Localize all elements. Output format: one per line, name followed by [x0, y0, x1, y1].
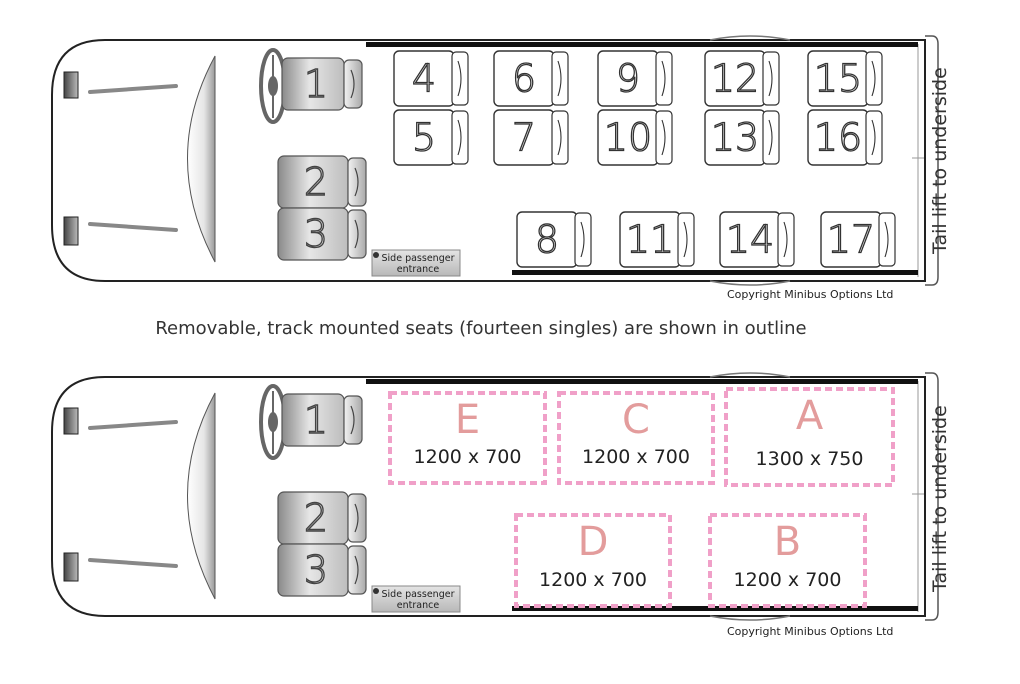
copyright-top: Copyright Minibus Options Ltd — [727, 288, 894, 301]
seat-number: 16 — [813, 115, 863, 160]
seat-number: 6 — [511, 56, 537, 101]
track-seat — [598, 110, 672, 165]
seat-number: 8 — [534, 217, 560, 262]
track-seat — [517, 212, 591, 267]
track-seat — [808, 51, 882, 106]
zone-dimensions: 1200 x 700 — [733, 569, 842, 591]
seat-number: 1 — [303, 398, 329, 442]
zone-letter: B — [773, 519, 802, 565]
entrance-text-line2: entrance — [396, 264, 440, 275]
seat-number: 15 — [813, 56, 863, 101]
track-seat — [494, 110, 568, 165]
fixed-seat — [278, 156, 366, 208]
seat-number: 11 — [625, 217, 675, 262]
seat-number: 13 — [710, 115, 760, 160]
fixed-seat — [278, 544, 366, 596]
zone-letter: E — [454, 397, 481, 443]
track-seat — [394, 110, 468, 165]
zone-dimensions: 1300 x 750 — [755, 448, 864, 470]
zone-dimensions: 1200 x 700 — [539, 569, 647, 591]
caption: Removable, track mounted seats (fourteen singles) are shown in outline — [155, 318, 807, 339]
seat-number: 12 — [710, 56, 760, 101]
zone-letter: D — [577, 519, 609, 565]
fixed-seat — [278, 492, 366, 544]
zone-dimensions: 1200 x 700 — [413, 446, 522, 468]
track-seat — [494, 51, 568, 106]
track-seat — [705, 51, 779, 106]
tail-lift-label: Tail lift to underside — [929, 67, 951, 254]
entrance-text-line1: Side passenger — [381, 589, 455, 600]
seat-number: 17 — [826, 217, 876, 262]
copyright-bottom: Copyright Minibus Options Ltd — [727, 625, 894, 638]
fixed-seat — [282, 394, 362, 446]
fixed-seat — [282, 58, 362, 110]
seat-number: 4 — [411, 56, 437, 101]
entrance-label-top — [372, 250, 460, 276]
entrance-text-line2: entrance — [396, 600, 440, 611]
seat-number: 14 — [725, 217, 775, 262]
seat-number: 10 — [603, 115, 653, 160]
fixed-seats-top — [278, 58, 366, 260]
track-seat — [394, 51, 468, 106]
track-seat — [598, 51, 672, 106]
track-seat — [705, 110, 779, 165]
seat-number: 7 — [511, 115, 537, 160]
seat-number: 3 — [303, 212, 329, 256]
seat-number: 5 — [411, 115, 437, 160]
fixed-seats-bottom — [278, 394, 366, 596]
track-seat — [821, 212, 895, 267]
track-seat — [720, 212, 794, 267]
tail-lift-label: Tail lift to underside — [929, 405, 951, 592]
zone-dimensions: 1200 x 700 — [582, 446, 690, 468]
seat-number: 2 — [303, 160, 329, 204]
zone-letter: C — [622, 397, 650, 443]
entrance-text-line1: Side passenger — [381, 253, 455, 264]
track-seat — [620, 212, 694, 267]
seat-number: 2 — [303, 496, 329, 540]
entrance-label-bottom — [372, 586, 460, 612]
zone-letter: A — [795, 393, 824, 439]
seat-number: 3 — [303, 548, 329, 592]
seat-number: 1 — [303, 62, 329, 106]
seat-number: 9 — [615, 56, 641, 101]
fixed-seat — [278, 208, 366, 260]
track-seat — [808, 110, 882, 165]
